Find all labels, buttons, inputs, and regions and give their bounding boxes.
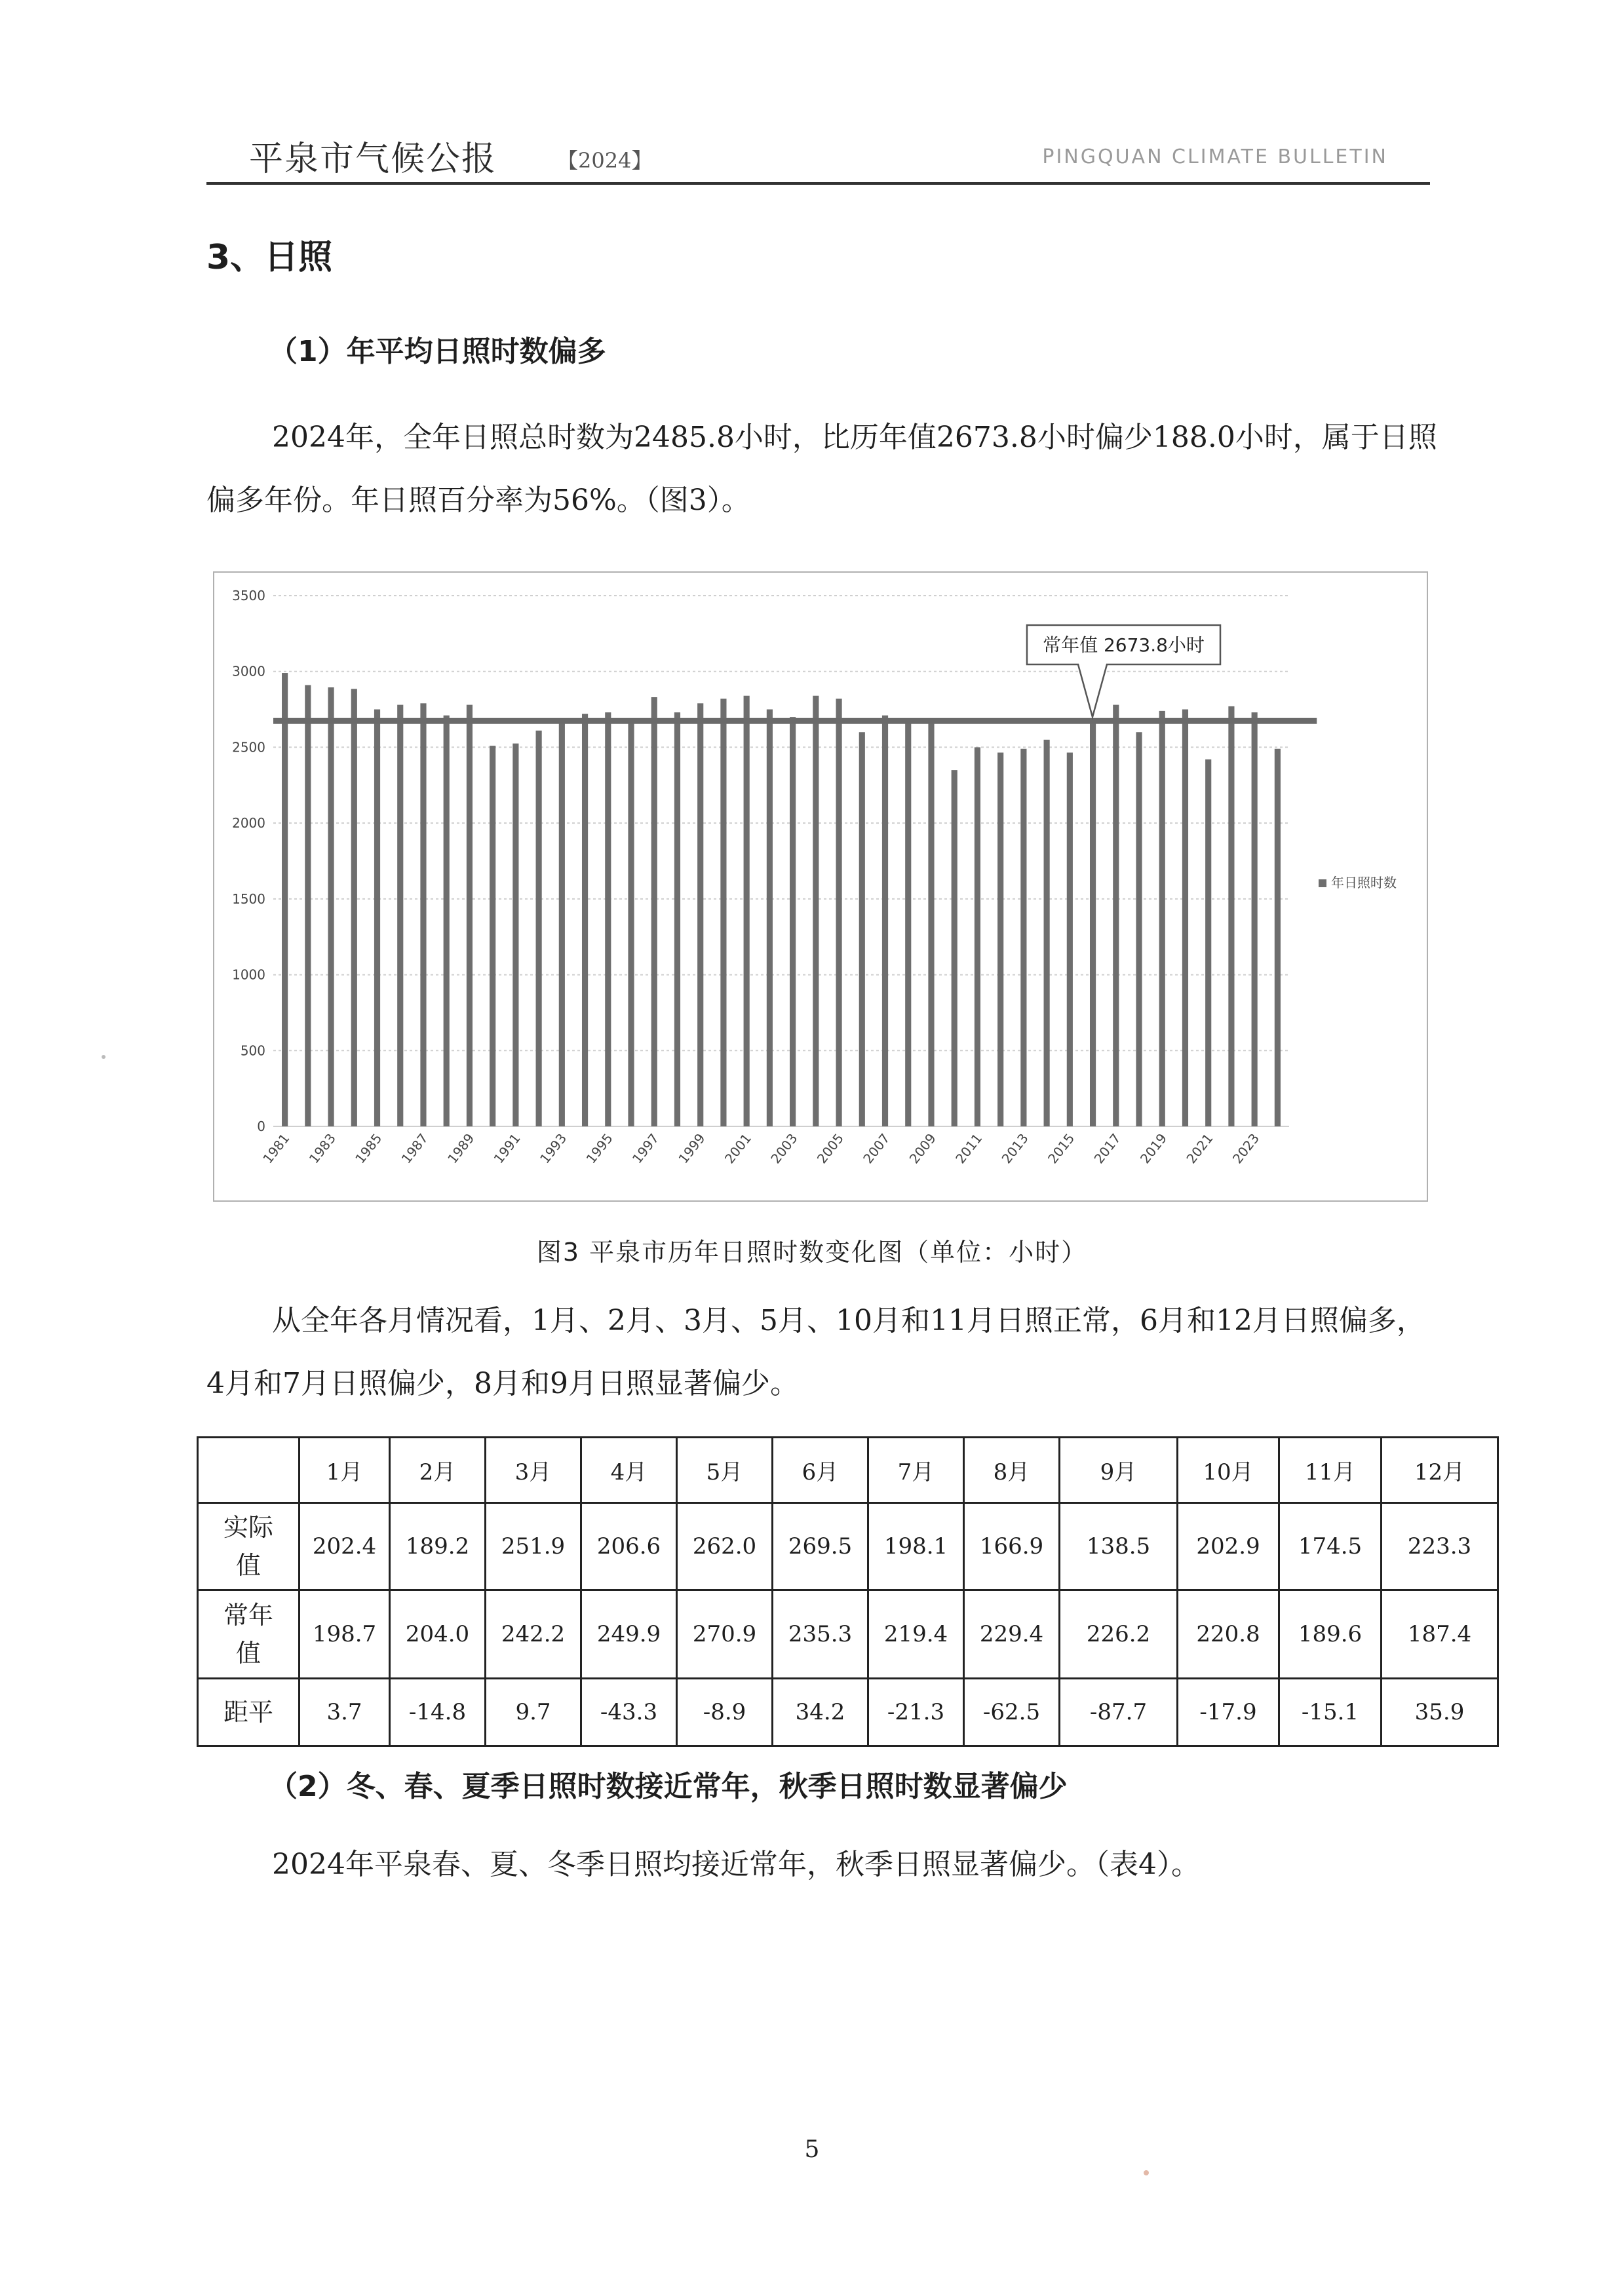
table-cell: 226.2 xyxy=(1060,1590,1178,1679)
table-row-label-line: 实际 xyxy=(223,1513,273,1542)
legend-label: 年日照时数 xyxy=(1331,875,1397,890)
table-cell: -17.9 xyxy=(1178,1679,1279,1746)
table-row-label-line: 值 xyxy=(235,1551,261,1580)
bar-2016 xyxy=(1090,723,1096,1126)
table-row-label xyxy=(198,1679,300,1746)
x-tick-label: 1989 xyxy=(444,1130,478,1167)
bar-1996 xyxy=(628,723,634,1126)
bar-1984 xyxy=(351,689,357,1126)
bar-1985 xyxy=(374,710,380,1126)
x-tick-label: 1983 xyxy=(305,1130,339,1167)
table-header-month: 7月 xyxy=(868,1438,964,1503)
x-tick-label: 2003 xyxy=(767,1130,801,1167)
table-header-month: 10月 xyxy=(1178,1438,1279,1503)
bar-2001 xyxy=(744,696,750,1126)
table-cell: -43.3 xyxy=(581,1679,677,1746)
table-cell: 174.5 xyxy=(1279,1503,1382,1590)
table-cell: 269.5 xyxy=(773,1503,868,1590)
x-tick-label: 2017 xyxy=(1091,1130,1124,1167)
table-header-month: 8月 xyxy=(964,1438,1060,1503)
table-cell: 189.6 xyxy=(1279,1590,1382,1679)
y-tick-label: 0 xyxy=(257,1119,265,1134)
table-cell: 242.2 xyxy=(486,1590,581,1679)
table-cell: 235.3 xyxy=(773,1590,868,1679)
paragraph-monthly: 从全年各月情况看，1月、2月、3月、5月、10月和11月日照正常，6月和12月日照偏多，4月和7月日照偏少，8月和9月日照显著偏少。 xyxy=(206,1304,1425,1400)
table-cell: -62.5 xyxy=(964,1679,1060,1746)
bar-1992 xyxy=(536,731,542,1126)
table-cell: 35.9 xyxy=(1382,1679,1498,1746)
table-cell: 262.0 xyxy=(677,1503,773,1590)
bar-1991 xyxy=(512,744,518,1126)
table-cell: 251.9 xyxy=(486,1503,581,1590)
y-tick-label: 2000 xyxy=(232,815,265,832)
bar-2004 xyxy=(813,696,819,1126)
bar-2012 xyxy=(997,753,1003,1126)
sub-heading-seasonal: （2）冬、春、夏季日照时数接近常年，秋季日照时数显著偏少 xyxy=(269,1770,1068,1803)
bar-2022 xyxy=(1228,706,1234,1126)
table-cell: -8.9 xyxy=(677,1679,773,1746)
x-tick-label: 2011 xyxy=(952,1130,986,1167)
bar-2002 xyxy=(767,710,773,1126)
bar-2007 xyxy=(882,716,888,1126)
table-cell: 9.7 xyxy=(486,1679,581,1746)
bar-2019 xyxy=(1159,711,1165,1126)
bar-1998 xyxy=(674,712,680,1126)
bar-2006 xyxy=(859,732,865,1126)
page-number: 5 xyxy=(804,2136,820,2163)
header-rule xyxy=(206,182,1430,185)
table-header-month: 1月 xyxy=(300,1438,390,1503)
table-header-month: 2月 xyxy=(390,1438,486,1503)
table-cell: 223.3 xyxy=(1382,1503,1498,1590)
paragraph-seasonal: 2024年平泉春、夏、冬季日照均接近常年，秋季日照显著偏少。（表4）。 xyxy=(272,1848,1200,1881)
y-tick-label: 3000 xyxy=(232,663,265,679)
table-cell: -87.7 xyxy=(1060,1679,1178,1746)
y-tick-label: 500 xyxy=(240,1043,265,1059)
table-row-label-line: 常年 xyxy=(223,1601,273,1630)
bar-2005 xyxy=(836,698,841,1126)
table-cell: -21.3 xyxy=(868,1679,964,1746)
table-cell: -15.1 xyxy=(1279,1679,1382,1746)
table-cell: 34.2 xyxy=(773,1679,868,1746)
table-cell: 202.9 xyxy=(1178,1503,1279,1590)
bar-1983 xyxy=(328,687,334,1126)
bar-2018 xyxy=(1136,732,1142,1126)
table-row-label xyxy=(198,1590,300,1679)
x-tick-label: 1997 xyxy=(628,1130,663,1167)
table-header-month: 12月 xyxy=(1382,1438,1498,1503)
table-cell: 229.4 xyxy=(964,1590,1060,1679)
y-tick-label: 2500 xyxy=(232,739,265,756)
table-cell: -14.8 xyxy=(390,1679,486,1746)
x-tick-label: 1987 xyxy=(398,1130,431,1167)
bulletin-english-title: PINGQUAN CLIMATE BULLETIN xyxy=(1042,145,1388,168)
x-tick-label: 2021 xyxy=(1183,1130,1216,1167)
bar-1989 xyxy=(467,705,473,1126)
x-tick-label: 1999 xyxy=(675,1130,708,1167)
table-cell: 189.2 xyxy=(390,1503,486,1590)
x-tick-label: 2009 xyxy=(906,1130,939,1167)
bar-2000 xyxy=(720,698,726,1126)
bar-1981 xyxy=(282,673,288,1126)
table-cell: 166.9 xyxy=(964,1503,1060,1590)
table-row-label-line: 值 xyxy=(235,1639,261,1668)
bar-2003 xyxy=(790,717,796,1126)
table-header-month: 9月 xyxy=(1060,1438,1178,1503)
section-heading: 3、日照 xyxy=(206,238,333,277)
bulletin-title: 平泉市气候公报 xyxy=(249,140,497,179)
table-header-month: 5月 xyxy=(677,1438,773,1503)
bar-2013 xyxy=(1020,749,1026,1126)
x-tick-label: 2019 xyxy=(1136,1130,1170,1167)
bar-2015 xyxy=(1067,753,1073,1126)
normal-value-annotation: 常年值 2673.8小时 xyxy=(1043,634,1205,656)
legend-swatch xyxy=(1319,879,1326,887)
x-tick-label: 2023 xyxy=(1229,1130,1263,1167)
bar-1986 xyxy=(397,705,403,1126)
bar-2011 xyxy=(975,747,980,1126)
bar-2014 xyxy=(1044,740,1050,1126)
bar-2024 xyxy=(1275,749,1281,1126)
table-cell: 270.9 xyxy=(677,1590,773,1679)
table-cell: 219.4 xyxy=(868,1590,964,1679)
table-cell: 202.4 xyxy=(300,1503,390,1590)
table-corner-cell xyxy=(198,1438,300,1503)
table-header-month: 11月 xyxy=(1279,1438,1382,1503)
bar-2009 xyxy=(928,720,934,1126)
bar-1997 xyxy=(651,697,657,1126)
sunshine-bar-chart xyxy=(214,573,1427,1200)
table-cell: 3.7 xyxy=(300,1679,390,1746)
scan-speck xyxy=(1144,2170,1149,2175)
x-tick-label: 2013 xyxy=(998,1130,1032,1167)
table-cell: 249.9 xyxy=(581,1590,677,1679)
x-tick-label: 2015 xyxy=(1045,1130,1078,1167)
table-cell: 220.8 xyxy=(1178,1590,1279,1679)
x-tick-label: 2007 xyxy=(860,1130,893,1167)
bar-2010 xyxy=(952,770,957,1126)
bar-2017 xyxy=(1113,705,1119,1126)
table-cell: 138.5 xyxy=(1060,1503,1178,1590)
table-header-month: 3月 xyxy=(486,1438,581,1503)
x-tick-label: 1991 xyxy=(490,1130,524,1167)
x-tick-label: 2001 xyxy=(721,1130,755,1167)
y-tick-label: 1500 xyxy=(232,890,265,907)
x-tick-label: 1995 xyxy=(583,1130,616,1167)
x-tick-label: 1981 xyxy=(260,1130,293,1167)
sub-heading-annual: （1）年平均日照时数偏多 xyxy=(269,335,606,368)
bar-1999 xyxy=(697,703,703,1126)
bulletin-year: 【2024】 xyxy=(557,148,653,173)
x-tick-label: 2005 xyxy=(813,1130,847,1167)
bar-1995 xyxy=(605,712,611,1126)
bar-1982 xyxy=(305,685,311,1126)
y-tick-label: 3500 xyxy=(232,588,265,603)
table-header-month: 6月 xyxy=(773,1438,868,1503)
bar-1994 xyxy=(582,714,588,1126)
paragraph-annual-sunshine: 2024年，全年日照总时数为2485.8小时，比历年值2673.8小时偏少188.0小时，属于日照偏多年份。年日照百分率为56%。（图3）。 xyxy=(206,421,1437,517)
table-row-label-line: 距平 xyxy=(223,1698,273,1727)
scan-speck xyxy=(102,1055,106,1059)
table-cell: 198.7 xyxy=(300,1590,390,1679)
chart-caption: 图3 平泉市历年日照时数变化图（单位：小时） xyxy=(536,1238,1088,1267)
table-cell: 206.6 xyxy=(581,1503,677,1590)
table-header-month: 4月 xyxy=(581,1438,677,1503)
table-cell: 204.0 xyxy=(390,1590,486,1679)
bar-1988 xyxy=(444,716,450,1126)
table-cell: 187.4 xyxy=(1382,1590,1498,1679)
bar-2021 xyxy=(1205,759,1211,1126)
bar-1990 xyxy=(490,746,495,1126)
table-row-label xyxy=(198,1503,300,1590)
bar-2023 xyxy=(1252,712,1258,1126)
x-tick-label: 1985 xyxy=(352,1130,385,1167)
bar-2008 xyxy=(905,720,911,1126)
sunshine-chart-frame xyxy=(213,571,1428,1202)
bar-1987 xyxy=(420,703,426,1126)
bar-2020 xyxy=(1182,710,1188,1126)
x-tick-label: 1993 xyxy=(537,1130,570,1167)
table-cell: 198.1 xyxy=(868,1503,964,1590)
y-tick-label: 1000 xyxy=(232,966,265,983)
monthly-sunshine-table xyxy=(197,1436,1499,1747)
bar-1993 xyxy=(559,723,565,1126)
